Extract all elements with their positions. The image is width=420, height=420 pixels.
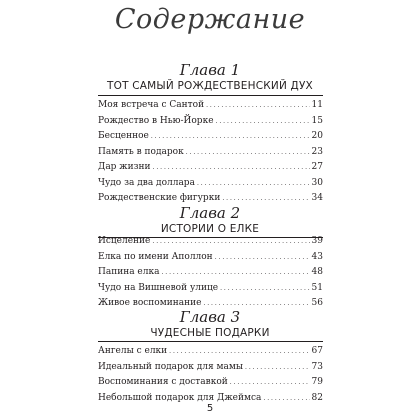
toc-entry[interactable] — [98, 160, 323, 176]
toc-entry-page: 30 — [311, 177, 323, 188]
toc-entry-page: 48 — [311, 267, 323, 277]
toc-entry-title: Чудо за два доллара — [98, 177, 195, 188]
toc-entry-page: 11 — [311, 100, 323, 110]
toc-entry[interactable] — [98, 360, 323, 376]
dot-leader — [215, 250, 310, 266]
toc-entry-title: Бесценное — [98, 131, 149, 141]
dot-leader — [206, 98, 309, 114]
toc-entry-title: Рождество в Нью-Йорке — [98, 115, 214, 126]
divider — [98, 95, 323, 96]
dot-leader — [197, 176, 310, 192]
toc-entry[interactable] — [98, 375, 323, 391]
chapter-label: Глава 2 — [179, 204, 241, 222]
toc-entry[interactable] — [98, 265, 323, 281]
toc-entry-page: 15 — [311, 115, 323, 126]
toc-entry-title: Небольшой подарок для Джеймса — [98, 392, 262, 403]
toc-list-chapter-1 — [98, 98, 323, 207]
toc-list-chapter-2 — [98, 234, 323, 312]
toc-entry[interactable] — [98, 129, 323, 145]
toc-entry-title: Исцеление — [98, 236, 151, 246]
toc-entry-title: Елка по имени Аполлон — [98, 251, 213, 262]
toc-entry-page: 20 — [311, 131, 323, 141]
toc-entry-title: Рождественские фигурки — [98, 193, 221, 203]
chapter-3-header — [0, 309, 420, 340]
toc-entry[interactable] — [98, 145, 323, 161]
toc-entry-page: 39 — [311, 236, 323, 246]
toc-entry-page: 67 — [311, 346, 323, 356]
toc-entry[interactable] — [98, 114, 323, 130]
chapter-2-header — [0, 205, 420, 236]
dot-leader — [216, 114, 310, 130]
dot-leader — [151, 129, 310, 145]
chapter-1-header — [0, 62, 420, 93]
toc-entry-title: Чудо на Вишневой улице — [98, 282, 219, 293]
dot-leader — [153, 160, 310, 176]
chapter-label: Глава 1 — [179, 61, 241, 79]
toc-entry-title: Папина елка — [98, 267, 160, 277]
toc-entry-title: Память в подарок — [98, 146, 184, 157]
toc-entry[interactable] — [98, 234, 323, 250]
toc-entry[interactable] — [98, 176, 323, 192]
toc-entry-page: 34 — [311, 193, 323, 203]
dot-leader — [186, 145, 310, 161]
chapter-title: ЧУДЕСНЫЕ ПОДАРКИ — [150, 327, 270, 339]
toc-entry-page: 73 — [311, 361, 323, 372]
chapter-title: ТОТ САМЫЙ РОЖДЕСТВЕНСКИЙ ДУХ — [107, 80, 313, 92]
page-number: 5 — [206, 403, 214, 414]
dot-leader — [152, 234, 309, 250]
dot-leader — [161, 265, 309, 281]
toc-entry-title: Ангелы с елки — [98, 346, 168, 356]
dot-leader — [245, 360, 310, 376]
toc-entry-page: 51 — [311, 282, 323, 293]
chapter-title: ИСТОРИИ О ЕЛКЕ — [160, 223, 260, 235]
toc-entry[interactable] — [98, 250, 323, 266]
toc-entry[interactable] — [98, 344, 323, 360]
toc-entry-title: Воспоминания с доставкой — [98, 377, 228, 387]
toc-entry[interactable] — [98, 98, 323, 114]
chapter-label: Глава 3 — [179, 308, 241, 326]
divider — [98, 341, 323, 342]
toc-list-chapter-3 — [98, 344, 323, 406]
toc-entry-page: 79 — [311, 377, 323, 387]
dot-leader — [220, 281, 309, 297]
toc-entry-title: Дар жизни — [98, 162, 151, 172]
toc-entry-page: 27 — [311, 162, 323, 172]
toc-entry-page: 23 — [311, 146, 323, 157]
page-title: Содержание — [114, 4, 306, 35]
toc-entry[interactable] — [98, 281, 323, 297]
toc-entry-page: 56 — [311, 298, 323, 308]
toc-entry-title: Живое воспоминание — [98, 298, 202, 308]
toc-entry-title: Моя встреча с Сантой — [98, 100, 205, 110]
dot-leader — [230, 375, 310, 391]
dot-leader — [169, 344, 309, 360]
toc-entry-title: Идеальный подарок для мамы — [98, 361, 244, 372]
toc-entry-page: 43 — [311, 251, 323, 262]
toc-entry-page: 82 — [311, 392, 323, 403]
